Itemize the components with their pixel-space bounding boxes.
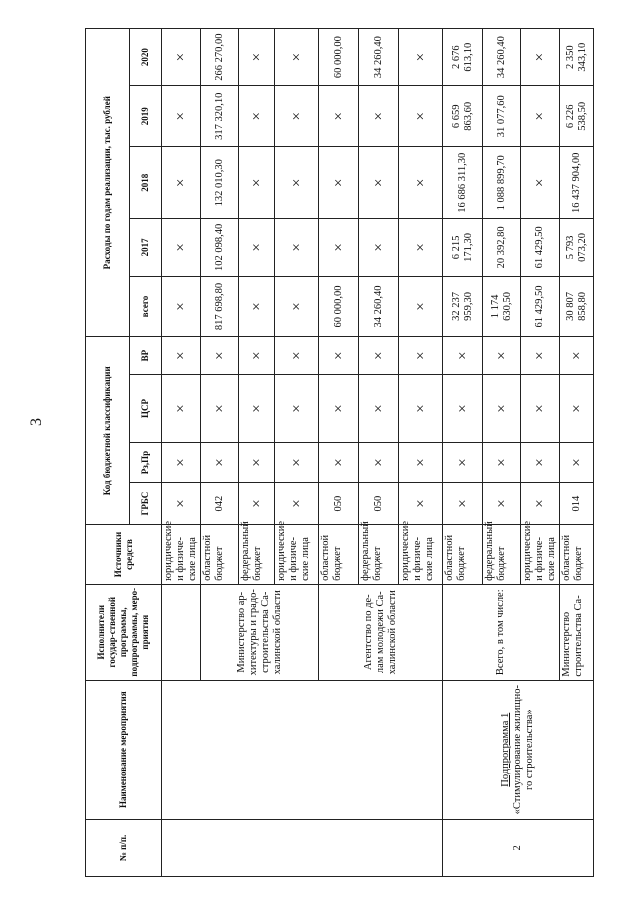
rzpr-cell: × [521,443,560,483]
y2020-cell: 60 000,00 [319,29,359,86]
y2020-cell: 34 260,40 [359,29,399,86]
csr-cell: × [359,374,399,442]
y2019-cell: × [319,86,359,147]
source-cell: юридические и физиче-ские лица [521,525,560,585]
source-cell: федеральный бюджет [483,525,521,585]
header-2020: 2020 [130,29,162,86]
source-cell: федеральный бюджет [359,525,399,585]
total-cell: × [162,276,201,337]
csr-cell: × [239,374,275,442]
header-name: Наименование мероприятия [86,680,162,819]
rzpr-cell: × [359,443,399,483]
header-csr: ЦСР [130,374,162,442]
source-cell: областной бюджет [560,525,594,585]
y2019-cell: 31 077,60 [483,86,521,147]
rzpr-cell: × [443,443,483,483]
y2020-cell: 2 350 343,10 [560,29,594,86]
y2018-cell: × [275,147,319,219]
rzpr-cell: × [162,443,201,483]
total-cell: 817 698,80 [201,276,239,337]
rzpr-cell: × [201,443,239,483]
header-2017: 2017 [130,219,162,276]
csr-cell: × [275,374,319,442]
total-cell: × [275,276,319,337]
page-number: 3 [28,418,45,426]
table-row [443,29,483,877]
header-kbk: Код бюджетной классификации [86,337,130,525]
y2018-cell: × [359,147,399,219]
vr-cell: × [399,337,443,374]
source-cell: юридические и физиче-ские лица [399,525,443,585]
vr-cell: × [483,337,521,374]
vr-cell: × [319,337,359,374]
grbs-cell: × [239,482,275,524]
y2018-cell: 1 088 899,70 [483,147,521,219]
y2018-cell: × [239,147,275,219]
total-cell: × [239,276,275,337]
vr-cell: × [275,337,319,374]
total-cell: 32 237 959,30 [443,276,483,337]
y2018-cell: 16 437 904,00 [560,147,594,219]
y2017-cell: × [319,219,359,276]
rzpr-cell: × [560,443,594,483]
program-table [85,28,594,877]
y2020-cell: × [162,29,201,86]
executor-cell: Министерство ар-хитектуры и градо-строительства Са-халинской области [201,584,319,680]
y2020-cell: × [275,29,319,86]
csr-cell: × [201,374,239,442]
header-source: Источники средств [86,525,162,585]
csr-cell: × [399,374,443,442]
source-cell: областной бюджет [443,525,483,585]
total-cell: 34 260,40 [359,276,399,337]
header-grbs: ГРБС [130,482,162,524]
y2017-cell: 20 392,80 [483,219,521,276]
y2017-cell: × [239,219,275,276]
rzpr-cell: × [483,443,521,483]
table-row [162,29,201,877]
grbs-cell: × [443,482,483,524]
y2018-cell: × [521,147,560,219]
y2018-cell: × [162,147,201,219]
vr-cell: × [239,337,275,374]
executor-cell [162,584,201,680]
name-cell [443,680,594,819]
name-cell-empty [162,680,443,819]
header-2018: 2018 [130,147,162,219]
rotated-page [85,28,605,877]
y2020-cell: 2 676 613,10 [443,29,483,86]
source-cell: юридические и физиче-ские лица [275,525,319,585]
header-executor: Исполнители государ-ственной программы, подпрограммы, меро-приятия [86,584,162,680]
num-cell: 2 [443,819,594,876]
rzpr-cell: × [275,443,319,483]
y2017-cell: 61 429,50 [521,219,560,276]
y2017-cell: 6 215 171,30 [443,219,483,276]
y2019-cell: × [521,86,560,147]
y2017-cell: × [399,219,443,276]
y2020-cell: 266 270,00 [201,29,239,86]
num-cell-empty [162,819,443,876]
grbs-cell: × [162,482,201,524]
source-cell: областной бюджет [319,525,359,585]
header-2019: 2019 [130,86,162,147]
subprogram-desc: «Стимулирование жилищно-го строительства» [512,685,535,815]
total-cell: 1 174 630,50 [483,276,521,337]
executor-cell: Агентство по де-лам молодежи Са-халинской области [319,584,443,680]
executor-cell: Всего, в том числе: [443,584,560,680]
y2019-cell: 6 659 863,60 [443,86,483,147]
grbs-cell: 014 [560,482,594,524]
y2018-cell: × [399,147,443,219]
y2017-cell: 102 098,40 [201,219,239,276]
csr-cell: × [162,374,201,442]
total-cell: 60 000,00 [319,276,359,337]
csr-cell: × [443,374,483,442]
executor-cell: Министерство строительства Са- [560,584,594,680]
y2019-cell: × [399,86,443,147]
y2018-cell: 16 686 311,30 [443,147,483,219]
y2017-cell: × [162,219,201,276]
header-vr: ВР [130,337,162,374]
vr-cell: × [162,337,201,374]
y2019-cell: × [275,86,319,147]
header-rzpr: Рз,Пр [130,443,162,483]
header-total: всего [130,276,162,337]
y2020-cell: 34 260,40 [483,29,521,86]
y2019-cell: × [239,86,275,147]
grbs-cell: 050 [319,482,359,524]
header-expenses: Расходы по годам реализации, тыс. рублей [86,29,130,337]
y2019-cell: × [162,86,201,147]
csr-cell: × [560,374,594,442]
csr-cell: × [319,374,359,442]
grbs-cell: × [275,482,319,524]
y2020-cell: × [521,29,560,86]
y2019-cell: 6 226 538,50 [560,86,594,147]
grbs-cell: × [521,482,560,524]
header-num: № п/п. [86,819,162,876]
y2017-cell: 5 793 073,20 [560,219,594,276]
y2017-cell: × [359,219,399,276]
y2018-cell: 132 010,30 [201,147,239,219]
y2019-cell: 317 320,10 [201,86,239,147]
y2017-cell: × [275,219,319,276]
csr-cell: × [521,374,560,442]
vr-cell: × [560,337,594,374]
vr-cell: × [359,337,399,374]
vr-cell: × [201,337,239,374]
rzpr-cell: × [399,443,443,483]
total-cell: × [399,276,443,337]
total-cell: 30 807 858,80 [560,276,594,337]
grbs-cell: 050 [359,482,399,524]
y2020-cell: × [399,29,443,86]
rzpr-cell: × [239,443,275,483]
source-cell: областной бюджет [201,525,239,585]
y2019-cell: × [359,86,399,147]
vr-cell: × [443,337,483,374]
grbs-cell: 042 [201,482,239,524]
csr-cell: × [483,374,521,442]
source-cell: федеральный бюджет [239,525,275,585]
rzpr-cell: × [319,443,359,483]
source-cell: юридические и физиче-ские лица [162,525,201,585]
subprogram-title: Подпрограмма 1 [500,712,511,787]
total-cell: 61 429,50 [521,276,560,337]
grbs-cell: × [483,482,521,524]
y2018-cell: × [319,147,359,219]
vr-cell: × [521,337,560,374]
grbs-cell: × [399,482,443,524]
y2020-cell: × [239,29,275,86]
